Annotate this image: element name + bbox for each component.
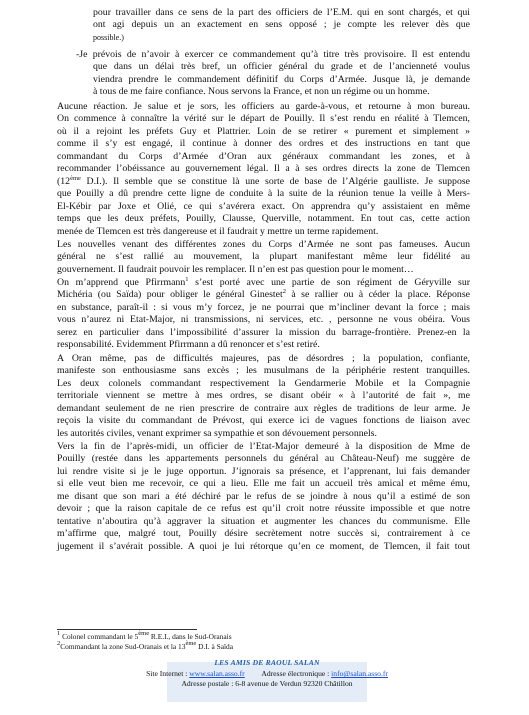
text-line: A Oran même, pas de difficultés majeures, pas de désordres ; la population, confiante, xyxy=(57,353,470,364)
text-line: pour travailler dans ce sens de la part des officiers de l’E.M. qui en sont chargés, et qui xyxy=(93,7,470,18)
list-item xyxy=(76,49,470,99)
text-line: serez en particulier dans l’impossibilité d’assurer la mission du barrage-frontière. Prenez-en la xyxy=(57,326,470,338)
text-line: menée de Tlemcen est très dangereuse et il faudrait y mettre un terme rapidement. xyxy=(57,225,379,237)
footnote-number: 1 xyxy=(57,630,61,637)
paragraph xyxy=(57,239,470,276)
text-line: manifeste son enthousiasme sans excès ; les musulmans de la périphérie restent tranquilles. xyxy=(57,365,470,377)
footnote-1 xyxy=(57,632,232,641)
superscript: ème xyxy=(138,630,150,637)
text-run: Michéria (ou Saïda) pour obliger le général Ginestet xyxy=(57,289,283,301)
text-line: -Je prévois de n’avoir à exercer ce commandement qu’à titre très provisoire. Il est entendu xyxy=(76,49,470,60)
text-line: possible.) xyxy=(93,32,124,42)
text-line: viendra prendre le commandement définitif du Corps d’Armée. Jusque là, je demande xyxy=(93,73,470,85)
text-line: recommander l’obéissance au gouvernement légal. Il a à ses ordres directs la zone de Tlemcen xyxy=(57,163,470,175)
text-line: Pouilly (restée dans les appartements personnels du général au Château-Neuf) me suggère de xyxy=(57,453,470,465)
superscript: ème xyxy=(70,174,81,182)
paragraph xyxy=(57,441,470,553)
superscript: ème xyxy=(185,640,197,647)
text-line: comme il s’y est engagé, il continue à donner des ordres et des instructions en tant que xyxy=(57,138,470,150)
text-line: me disant que son mari a été déchiré par le refus de se joindre à nous qu’il a estimé de son xyxy=(57,490,470,502)
text-line: commandant du Corps d’Armée d’Oran aux généraux commandant les zones, et à xyxy=(57,150,470,162)
text-line: reçois la visite du commandant de Prévost, qui exerce ici de vagues fonctions de liaison avec xyxy=(57,415,470,427)
footnote-text: Commandant la zone Sud-Oranais et la 13 xyxy=(60,642,186,651)
text-line: les autorités civiles, venant exprimer sa sympathie et son dévouement personnels. xyxy=(57,427,377,439)
footnote-ref: 1 xyxy=(185,276,189,283)
email-label: Adresse électronique : xyxy=(261,669,332,678)
text-line: responsabilité. Evidemment Pfirrmann a dû renoncer et s’est retiré. xyxy=(57,339,320,351)
text-line: devoir ; que la raison capitale de ce refus est qu’il croit notre réussite impossible et que notre xyxy=(57,503,470,515)
text-line: si elle veut bien me recevoir, ce qui a lieu. Elle me fait un accueil très amical et même ému, xyxy=(57,478,470,490)
text-line: territoriale viennent se mettre à mes ordres, se disant obéir « à l’autorité de fait », me xyxy=(57,390,470,402)
text-line: temps que les deux préfets, Pouilly, Clausse, Querville, notamment. En tout cas, cette action xyxy=(57,213,470,225)
footer-postal-address: Adresse postale : 6-8 avenue de Verdun 92320 Châtillon xyxy=(181,679,353,688)
text-line: tentative n’aboutira qu’à aggraver la situation et augmenter les chances du communisme. Elle xyxy=(57,515,470,527)
text-line: m’affirme que, malgré tout, Pouilly désire secrètement notre succès si, contrairement à ce xyxy=(57,528,470,540)
text-line: lui rendre visite si je le juge opportun. J’ignorais sa présence, et l’apprenant, lui fais demander xyxy=(57,465,470,477)
text-line xyxy=(57,277,470,289)
text-line: Aucune réaction. Je salue et je sors, les officiers au garde-à-vous, et retourne à mon bureau. xyxy=(57,101,470,112)
list-item-continued xyxy=(93,7,470,44)
text-run: (12 xyxy=(57,175,71,187)
text-line: demandant seulement de ne rien prescrire de contraire aux règles de traditions de leur arme. Je xyxy=(57,402,470,414)
text-line: Vers la fin de l’après-midi, un officier de l’Etat-Major demeuré à la disposition de Mme de xyxy=(57,441,470,452)
text-run: à se rallier ou à céder la place. Réponse xyxy=(285,289,470,301)
footnote-ref: 2 xyxy=(282,288,286,296)
email-link[interactable]: info@salan.asso.fr xyxy=(331,669,388,678)
text-line: Les deux colonels commandant respectivement la Gendarmerie Mobile et la Compagnie xyxy=(57,377,470,389)
text-line: gouvernement. Il faudrait pouvoir les remplacer. Il n’en est pas question pour le moment… xyxy=(57,263,414,275)
footnote-number: 2 xyxy=(57,640,61,647)
footer-contact-line xyxy=(57,669,477,679)
footnote-text: D.I. à Saïda xyxy=(196,642,234,651)
footnote-text: Colonel commandant le 5 xyxy=(60,632,139,641)
text-line: jugement il s’avérait possible. A quoi je lui rétorque qu’en ce moment, de Tlemcen, il fait tout xyxy=(57,540,470,552)
text-line: où il a rejoint les préfets Guy et Plattrier. Loin de se retirer « purement et simplement » xyxy=(57,125,470,137)
site-label: Site Internet : xyxy=(146,669,190,678)
text-run: D.I.). Il semble que se constitue là une sorte de base de l’Algérie gaulliste. Je suppose xyxy=(80,175,470,187)
text-line: que dans un délai très bref, un officier général du grade et de l’ancienneté voulus xyxy=(93,61,470,73)
text-line: Les nouvelles venant des différentes zones du Corps d’Armée ne sont pas fameuses. Aucun xyxy=(57,239,470,250)
text-run: s’est porté avec une partie de son régiment de Géryville sur xyxy=(188,277,470,288)
text-line: vous n’aurez ni Etat-Major, ni transmissions, ni services, etc. , personne ne vous obéira. Vous xyxy=(57,314,470,326)
footnote-divider xyxy=(57,629,197,630)
footer-title: LES AMIS DE RAOUL SALAN xyxy=(214,658,320,667)
footnote-2 xyxy=(57,642,233,651)
text-line: ont agi depuis un an exactement en sens opposé ; je compte les relever dès que xyxy=(93,19,470,31)
site-link[interactable]: www.salan.asso.fr xyxy=(189,669,245,678)
text-line xyxy=(57,176,470,188)
text-line xyxy=(57,289,470,301)
paragraph xyxy=(57,353,470,440)
text-line: On commence à connaître la vérité sur le départ de Pouilly. Il s’est rendu en réalité à Tlemcen, xyxy=(57,113,470,125)
text-run: On m’apprend que Pfirrmann xyxy=(57,277,186,288)
text-line: en substance, paraît-il : si vous m’y forcez, je ne pourrai que m’incliner devant la force ; mais xyxy=(57,301,470,313)
text-line: à tous de me faire confiance. Nous servons la France, et non un régime ou un homme. xyxy=(93,86,430,98)
text-line: général ne s’est rallié au mouvement, la plupart manifestant même leur fidélité au xyxy=(57,251,470,263)
text-line: El-Kébir par Joxe et Olié, ce qui s’avérera exact. On apprendra qu’y assistaient en même xyxy=(57,200,470,212)
paragraph xyxy=(57,101,470,238)
footnote-text: R.E.I., dans le Sud-Oranais xyxy=(149,632,232,641)
paragraph xyxy=(57,277,470,352)
text-line: que Pouilly a dû prendre cette ligne de conduite à la suite de la réunion tenue la veille à Mers- xyxy=(57,188,470,200)
